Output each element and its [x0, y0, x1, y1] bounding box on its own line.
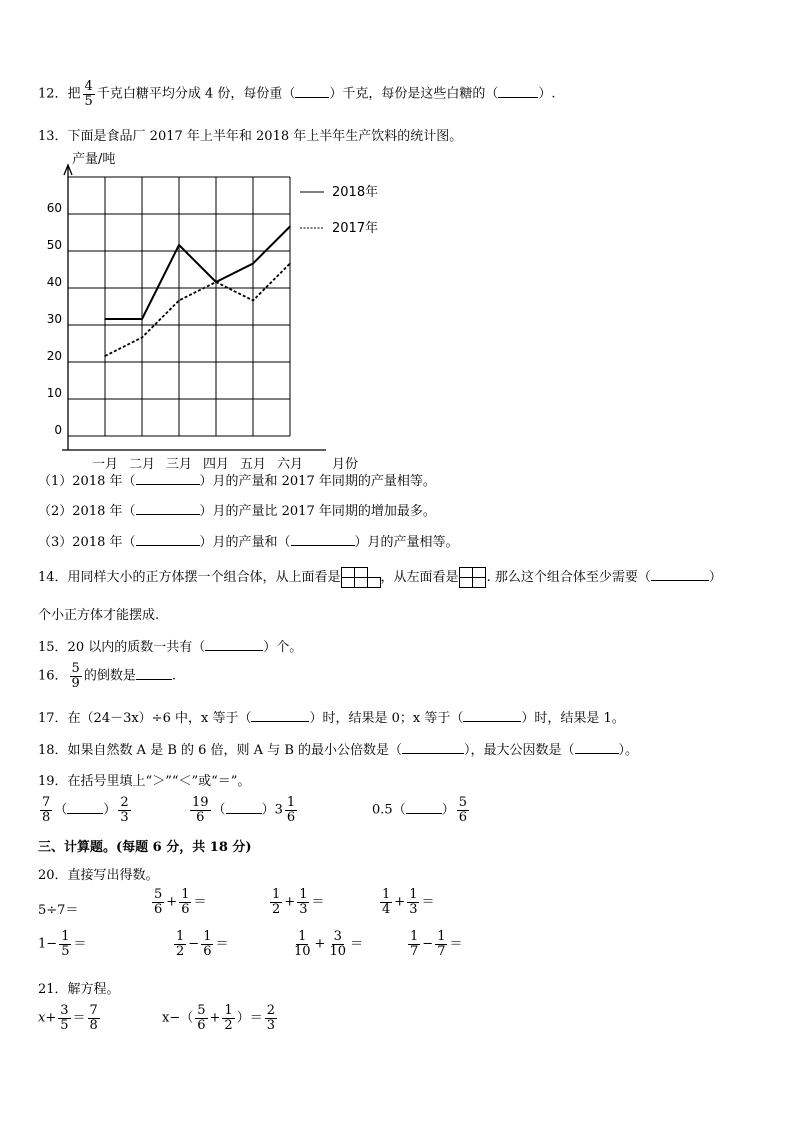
x-axis-label: 月份 — [331, 457, 359, 472]
production-line-chart — [40, 145, 400, 472]
y-tick-label: 10 — [46, 386, 62, 400]
answer-blank[interactable] — [205, 638, 263, 651]
data-point — [289, 226, 291, 228]
y-axis-label: 产量/吨 — [72, 152, 116, 167]
left-view-figure — [459, 567, 487, 589]
q20-expr-2: $\frac{5}{6}$ + $\frac{1}{6}$ ＝ — [154, 887, 207, 917]
q19-title: 19．在括号里填上“＞”“＜”或“＝”。 — [38, 774, 251, 789]
data-point — [252, 263, 254, 265]
q20-expr-6: $\frac{1}{2}$ − $\frac{1}{6}$ ＝ — [176, 929, 229, 959]
top-view-figure — [341, 567, 381, 589]
q13-title: 13．下面是食品厂 2017 年上半年和 2018 年上半年生产饮料的统计图。 — [38, 129, 463, 144]
q19-item-3: 0.5（ ） $\frac{5}{6}$ — [372, 795, 467, 825]
answer-blank[interactable] — [463, 709, 521, 722]
y-tick-label: 30 — [46, 312, 62, 326]
y-tick-label: 60 — [46, 201, 62, 215]
compare-blank[interactable] — [226, 801, 262, 814]
q19-item-1: $\frac{7}{8}$ （ ） $\frac{2}{3}$ — [42, 795, 129, 825]
answer-blank[interactable] — [136, 667, 172, 680]
legend-label: 2017年 — [332, 221, 379, 236]
compare-blank[interactable] — [406, 801, 442, 814]
series-line-1 — [105, 227, 290, 320]
q13-sub2: （2）2018 年（ ）月的产量比 2017 年同期的增加最多。 — [38, 504, 436, 519]
q21-eq-1: x+ $\frac{3}{5}$ ＝ $\frac{7}{8}$ — [38, 1003, 98, 1033]
answer-blank[interactable] — [402, 741, 464, 754]
data-point — [252, 300, 254, 302]
legend-label: 2018年 — [332, 185, 379, 200]
answer-blank[interactable] — [651, 568, 709, 581]
answer-blank[interactable] — [498, 85, 538, 98]
q13-sub3: （3）2018 年（ ）月的产量和（ ）月的产量相等。 — [38, 535, 459, 550]
q19-item-2: $\frac{19}{6}$ （ ）3 $\frac{1}{6}$ — [192, 795, 296, 825]
answer-blank[interactable] — [251, 709, 309, 722]
q18-line: 18．如果自然数 A 是 B 的 6 倍，则 A 与 B 的最小公倍数是（ ），最大公因数是（ ）。 — [38, 743, 639, 758]
x-tick-label: 六月 — [276, 457, 304, 472]
data-point — [289, 263, 291, 265]
data-point — [215, 281, 217, 283]
q16-fraction: $\frac{5}{9}$ — [71, 661, 80, 691]
data-point — [141, 337, 143, 339]
answer-blank[interactable] — [136, 533, 200, 546]
series-line-2 — [105, 264, 290, 357]
q14-line2: 个小正方体才能摆成. — [38, 608, 160, 623]
q12-line: 12．把 $\frac{4}{5}$ 千克白糖平均分成 4 份，每份重（ ）千克，每份是这些白糖的（ ）. — [38, 79, 556, 109]
x-tick-label: 五月 — [239, 457, 267, 472]
answer-blank[interactable] — [575, 741, 619, 754]
data-point — [141, 318, 143, 320]
q16-line: 16． $\frac{5}{9}$ 的倒数是 . — [38, 661, 176, 691]
answer-blank[interactable] — [295, 85, 329, 98]
q13-sub1: （1）2018 年（ ）月的产量和 2017 年同期的产量相等。 — [38, 474, 436, 489]
data-point — [178, 300, 180, 302]
x-tick-label: 一月 — [91, 457, 119, 472]
q20-expr-1: 5÷7＝ — [38, 903, 79, 918]
q20-title: 20．直接写出得数。 — [38, 868, 159, 883]
q21-eq-2: x−（ $\frac{5}{6}$ + $\frac{1}{2}$ ）＝ $\frac{2}{3}$ — [162, 1003, 275, 1033]
y-tick-label: 40 — [46, 275, 62, 289]
q21-title: 21．解方程。 — [38, 982, 120, 997]
q20-expr-4: $\frac{1}{4}$ + $\frac{1}{3}$ ＝ — [382, 887, 435, 917]
y-tick-label: 50 — [46, 238, 62, 252]
data-point — [104, 318, 106, 320]
q20-expr-8: $\frac{1}{7}$ − $\frac{1}{7}$ ＝ — [410, 929, 463, 959]
x-tick-label: 四月 — [202, 457, 230, 472]
answer-blank[interactable] — [136, 472, 200, 485]
q12-fraction: $\frac{4}{5}$ — [84, 79, 93, 109]
q20-expr-3: $\frac{1}{2}$ + $\frac{1}{3}$ ＝ — [272, 887, 325, 917]
y-tick-label: 20 — [46, 349, 62, 363]
compare-blank[interactable] — [67, 801, 103, 814]
x-tick-label: 二月 — [128, 457, 156, 472]
q15-line: 15．20 以内的质数一共有（ ）个。 — [38, 640, 303, 655]
q14-line: 14．用同样大小的正方体摆一个组合体，从上面看是 ，从左面看是 . 那么这个组合体至少需要（ ） — [38, 566, 722, 589]
y-tick-label: 0 — [54, 423, 62, 437]
answer-blank[interactable] — [136, 502, 200, 515]
data-point — [104, 355, 106, 357]
q20-expr-7: $\frac{1}{10}$ + $\frac{3}{10}$ ＝ — [294, 929, 364, 959]
q17-line: 17．在（24－3x）÷6 中，x 等于（ ）时，结果是 0；x 等于（ ）时，结果是 1。 — [38, 711, 625, 726]
answer-blank[interactable] — [291, 533, 355, 546]
section-heading: 三、计算题。(每题 6 分，共 18 分) — [38, 840, 252, 855]
x-tick-label: 三月 — [165, 457, 193, 472]
data-point — [178, 244, 180, 246]
q20-expr-5: 1− $\frac{1}{5}$ ＝ — [38, 929, 87, 959]
